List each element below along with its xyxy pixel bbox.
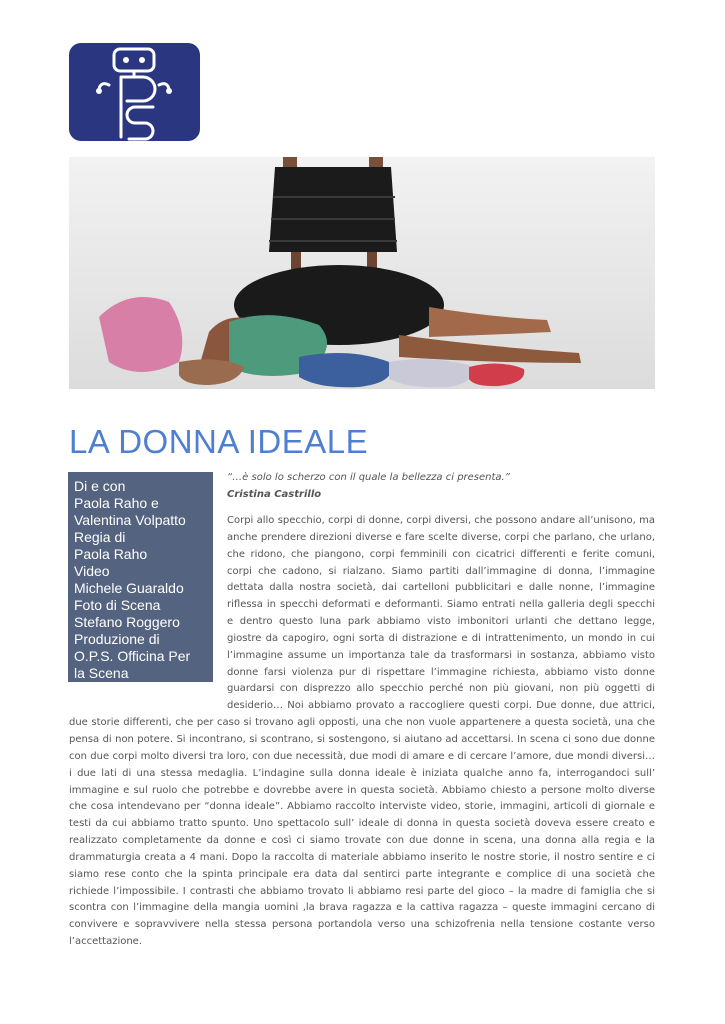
credit-line: Video: [74, 563, 110, 579]
body-paragraph: Corpi allo specchio, corpi di donne, corpi diversi, che possono andare all’unisono, ma anche prendere direzioni diverse e fare scelte diverse, corpi che parlano, che urlano, che ridono, che piangono, corpi femminili con cicatrici differenti e ferite comuni, corpi che cadono, si rialzano. Siamo partiti dall’immagine di donna, l’immagine dettata dalla nostra società, dai cartelloni pubblicitari e dalle nonne, l’immagine riflessa in specchi deformati e deformanti. Siamo entrati nella galleria degli specchi e dentro questo luna park abbiamo visto imbonitori urlanti che dettano legge, giostre da capogiro, ogni sorta di distrazione e di intrattenimento, un mondo in cui l’immagine assume un importanza tale da trasformarsi in sostanza, abbiamo visto donne farsi violenza pur di rispettare l’immagine richiesta, abbiamo visto donne guardarsi con disprezzo allo specchio perché non più giovani, non più oggetti di desiderio… Noi abbiamo provato a raccogliere questi corpi. Due donne, due attrici, due storie differenti, che per caso si trovano agli opposti, una che non vuole appartenere a questa società, una che pensa di non potere. Si incontrano, si scontrano, si sostengono, si aiutano ad accettarsi. In scena ci sono due donne con due corpi molto diversi tra loro, con due necessità, due modi di amare e di cercare l’amore, due mondi diversi… i due lati di una stessa medaglia. L’indagine sulla donna ideale è iniziata qualche anno fa, interrogandoci sull’ immagine e sul ruolo che potrebbe e dovrebbe avere in questa società. Abbiamo chiesto a persone molto diverse che cosa intendevano per “donna ideale”. Abbiamo raccolto interviste video, storie, immagini, articoli di giornale e testi da cui abbiamo tratto spunto. Uno spettacolo sull’ ideale di donna in questa società doveva essere creato e realizzato completamente da donne e così ci siamo trovate con due donne in scena, una donna alla regia e la drammaturgia creata a 4 mani. Dopo la raccolta di materiale abbiamo inserito le nostre storie, il nostro sentire e ci siamo rese conto che la spinta principale era data dal sentirci parte integrante e complice di una società che richiede l’impossibile. I contrasti che abbiamo trovato li abbiamo resi parte del gioco – la madre di famiglia che si scontra con l’immagine della mangia uomini ,la brava ragazza e la cattiva ragazza – queste immagini cercano di convivere e sopravvivere nella stessa persona portandola verso una schizofrenia nella tensione costante verso l’accettazione.: [69, 515, 655, 948]
credit-line: Stefano Roggero: [74, 614, 180, 630]
stage-photo: [69, 157, 655, 389]
credit-line: Valentina Volpatto: [74, 512, 186, 528]
credit-line: Di e con: [74, 478, 126, 494]
body-text-block: [69, 513, 655, 951]
performers-illustration: [69, 157, 655, 389]
page-title: LA DONNA IDEALE: [69, 423, 369, 460]
credit-line: Regia di: [74, 529, 126, 545]
credit-line: Paola Raho e: [74, 495, 159, 511]
epigraph-author: Cristina Castrillo: [227, 488, 322, 500]
robot-logo-icon: [69, 43, 200, 141]
credits-wrap-spacer: [69, 513, 227, 699]
credit-line: la Scena: [74, 665, 129, 681]
ops-logo: [69, 43, 200, 141]
credit-line: Foto di Scena: [74, 597, 161, 613]
credit-line: O.P.S. Officina Per: [74, 648, 191, 664]
credit-line: Produzione di: [74, 631, 160, 647]
epigraph: [227, 470, 657, 503]
epigraph-text: “…è solo lo scherzo con il quale la bellezza ci presenta.”: [227, 472, 510, 483]
credit-line: Paola Raho: [74, 546, 148, 562]
credit-line: Michele Guaraldo: [74, 580, 184, 596]
